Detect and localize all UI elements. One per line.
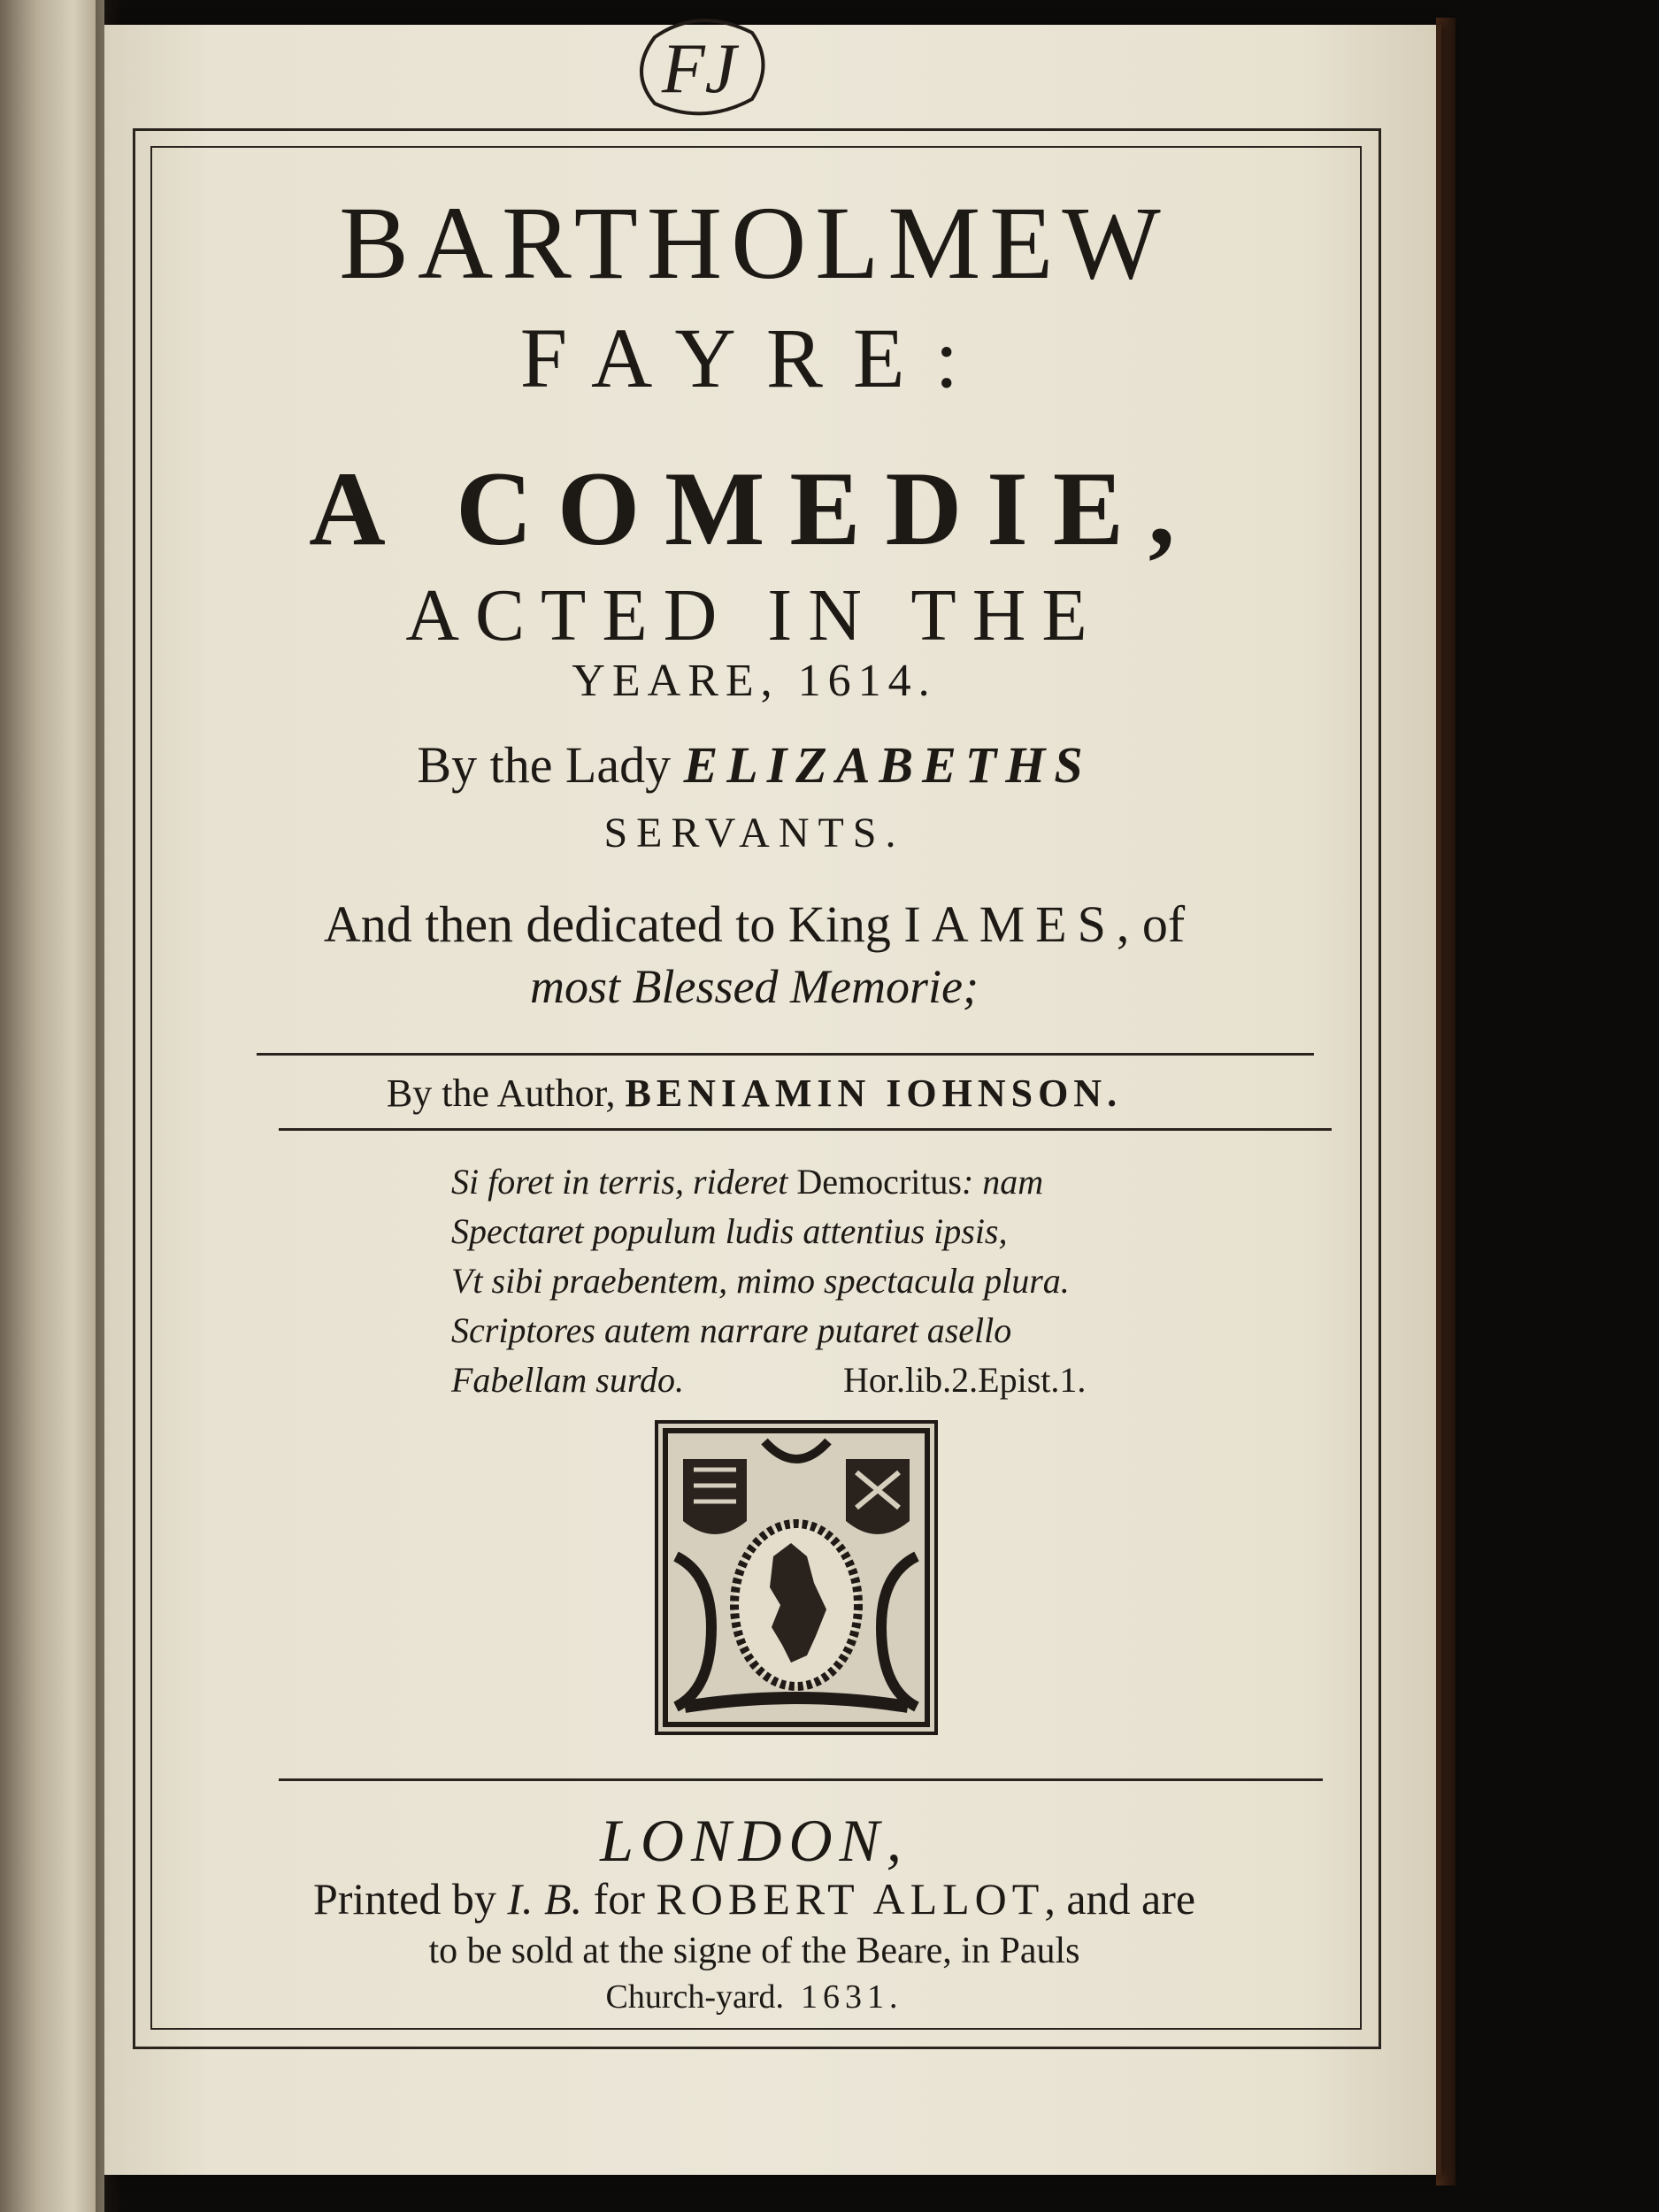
dedication-suffix: , of [1116,895,1186,953]
epigraph-line-4: Scriptores autem narrare putaret asello [451,1310,1012,1350]
dedication-king: IAMES [903,895,1117,953]
imprint-for: for [582,1874,657,1924]
divider-rule-top [257,1053,1314,1056]
divider-rule-bottom [279,1128,1332,1131]
imprint-printed-suffix: , and are [1044,1874,1196,1924]
facing-page-edge [0,0,104,2212]
epigraph-line-2: Spectaret populum ludis attentius ipsis, [451,1211,1008,1251]
dedication-line [150,894,1358,956]
epigraph-line-1-italic: Si foret in terris, rideret [451,1162,797,1202]
epigraph-line-1-upright: Democritus [796,1162,962,1202]
imprint-printed-prefix: Printed by [312,1874,508,1924]
subtitle-line-3: YEARE, 1614. [572,656,937,706]
company-prefix: By the Lady [417,736,684,794]
author-name: BENIAMIN IOHNSON. [625,1071,1123,1115]
imprint-printer-line [150,1871,1358,1926]
printers-device-woodcut [655,1420,938,1735]
imprint-churchyard: Church-yard. [605,1978,785,2016]
imprint-printer: I. B. [507,1874,583,1924]
latin-epigraph [451,1157,1086,1405]
subtitle-line-2: ACTED IN THE [405,574,1103,657]
imprint-date-line [150,1975,1358,2019]
author-line [150,1069,1358,1118]
dedication-prefix: And then dedicated to King [323,895,904,953]
company-name: ELIZABETHS [683,736,1092,794]
epigraph-line-1 [451,1157,1086,1207]
epigraph-line-1-end: : nam [961,1162,1044,1202]
ownership-stamp-seal [619,11,779,126]
heraldic-woodcut-image [658,1424,934,1732]
epigraph-line-5 [451,1356,1086,1405]
epigraph-line-5-text: Fabellam surdo. [451,1360,684,1400]
company-line-2: SERVANTS. [603,810,905,856]
imprint-publisher: ROBERT ALLOT [656,1874,1045,1924]
imprint-year: 1631. [801,1978,903,2016]
seal-monogram: FJ [661,30,737,108]
epigraph-citation: Hor.lib.2.Epist.1. [842,1360,1087,1400]
author-prefix: By the Author, [386,1071,626,1115]
imprint-place: LONDON, [600,1807,909,1874]
epigraph-line-3: Vt sibi praebentem, mimo spectacula plura. [451,1261,1070,1301]
company-line [150,734,1358,796]
binding-board-edge [1436,18,1455,2185]
imprint-sold-line: to be sold at the signe of the Beare, in Pauls [428,1931,1080,1971]
title-line-1: BARTHOLMEW [339,185,1170,301]
subtitle-line-1: A COMEDIE, [309,449,1200,567]
divider-rule-imprint [279,1778,1323,1781]
title-line-2: FAYRE: [519,311,989,405]
dedication-line-2: most Blessed Memorie; [530,960,979,1013]
